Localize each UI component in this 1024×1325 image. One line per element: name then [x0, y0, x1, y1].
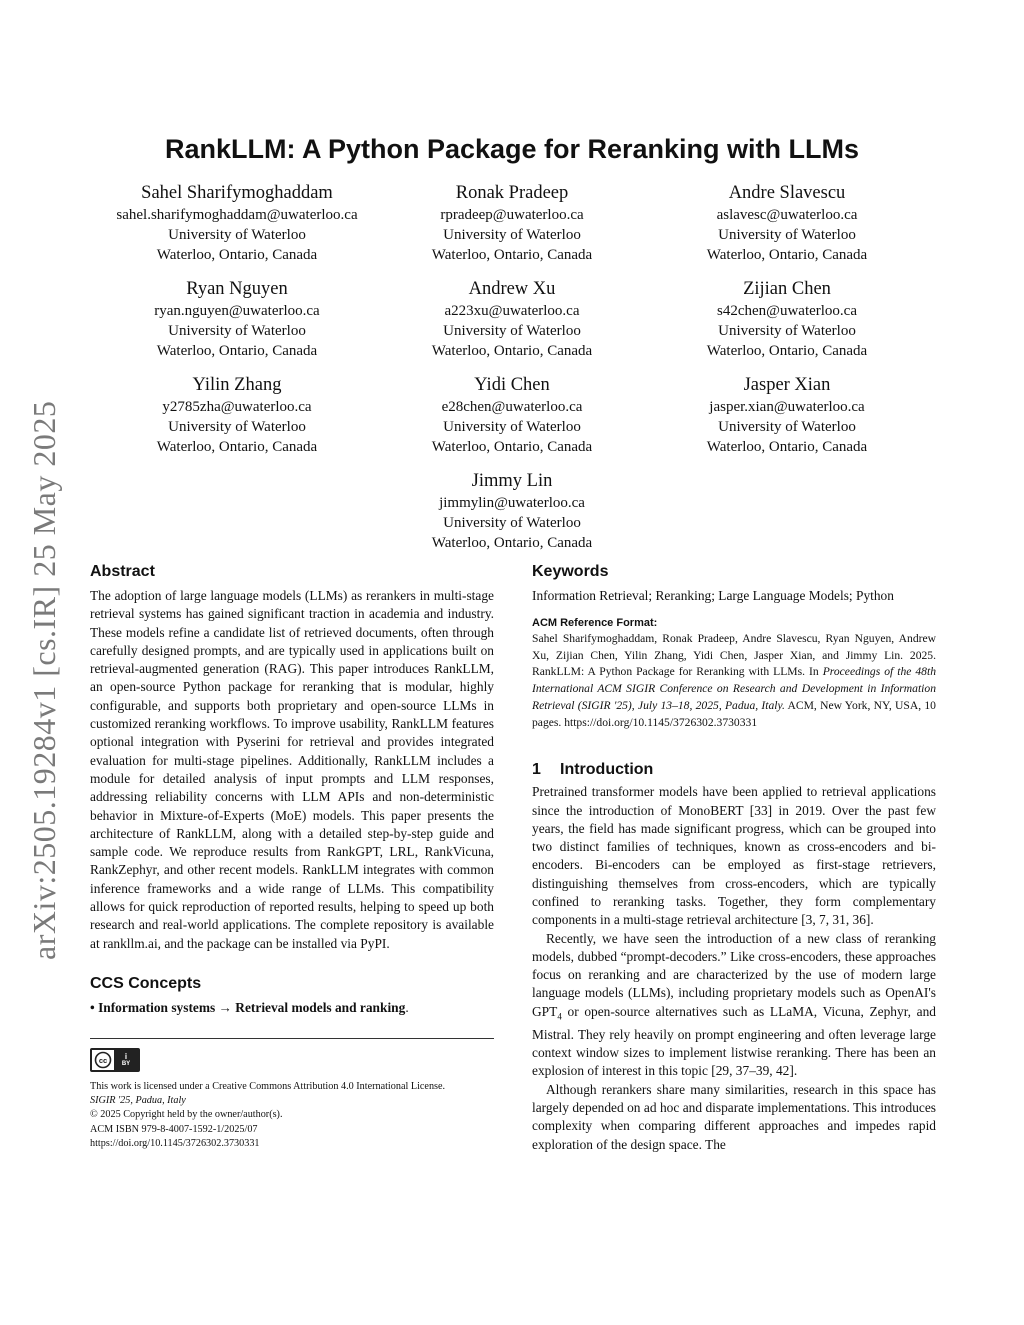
author-card	[650, 374, 924, 470]
license-statement: This work is licensed under a Creative Commons Attribution 4.0 International License.	[90, 1080, 446, 1092]
license-isbn: ACM ISBN 979-8-4007-1592-1/2025/07	[90, 1123, 258, 1135]
ccs-item-text: Information systems → Retrieval models and ranking	[98, 999, 406, 1015]
author-location: Waterloo, Ontario, Canada	[431, 343, 593, 359]
ccs-concepts-section	[90, 975, 494, 1017]
author-affiliation: University of Waterloo	[168, 419, 306, 435]
author-row	[100, 374, 924, 470]
author-location: Waterloo, Ontario, Canada	[706, 247, 868, 263]
acm-reference-heading: ACM Reference Format:	[532, 617, 658, 629]
author-name: Jimmy Lin	[471, 471, 553, 491]
author-card	[375, 278, 649, 374]
author-email[interactable]: jimmylin@uwaterloo.ca	[439, 495, 585, 511]
author-row	[100, 182, 924, 278]
author-email[interactable]: a223xu@uwaterloo.ca	[444, 303, 580, 319]
abstract-heading: Abstract	[90, 563, 155, 580]
author-name: Andrew Xu	[468, 279, 556, 299]
paper-title: RankLLM: A Python Package for Reranking with LLMs	[164, 134, 860, 164]
author-email[interactable]: aslavesc@uwaterloo.ca	[716, 207, 858, 223]
author-row	[100, 470, 924, 566]
author-name: Zijian Chen	[743, 279, 831, 299]
author-affiliation: University of Waterloo	[443, 419, 581, 435]
author-block	[100, 182, 924, 566]
license-venue	[90, 1094, 494, 1108]
author-card	[650, 182, 924, 278]
attribution-icon	[114, 1050, 138, 1070]
license-block	[90, 1038, 494, 1151]
author-location: Waterloo, Ontario, Canada	[431, 535, 593, 551]
author-affiliation: University of Waterloo	[168, 227, 306, 243]
author-name: Jasper Xian	[743, 375, 831, 395]
author-card	[375, 182, 649, 278]
author-name: Yidi Chen	[474, 375, 550, 395]
author-card	[375, 470, 649, 566]
ccs-bullet: •	[90, 999, 95, 1015]
author-location: Waterloo, Ontario, Canada	[431, 439, 593, 455]
introduction-heading	[532, 761, 936, 779]
ccs-item-period: .	[405, 999, 409, 1015]
section-number: 1	[532, 761, 541, 779]
author-name: Andre Slavescu	[728, 183, 846, 203]
keywords-text: Information Retrieval; Reranking; Large Language Models; Python	[532, 588, 894, 603]
author-email[interactable]: e28chen@uwaterloo.ca	[441, 399, 583, 415]
author-location: Waterloo, Ontario, Canada	[706, 343, 868, 359]
author-affiliation: University of Waterloo	[168, 323, 306, 339]
author-affiliation: University of Waterloo	[718, 227, 856, 243]
author-email[interactable]: rpradeep@uwaterloo.ca	[440, 207, 584, 223]
attribution-symbol: i	[124, 1052, 128, 1062]
author-location: Waterloo, Ontario, Canada	[156, 247, 318, 263]
keywords-heading: Keywords	[532, 563, 609, 580]
left-column	[90, 563, 494, 1151]
license-copyright: © 2025 Copyright held by the owner/author(s).	[90, 1109, 283, 1121]
author-affiliation: University of Waterloo	[443, 323, 581, 339]
license-doi[interactable]: https://doi.org/10.1145/3726302.3730331	[90, 1137, 260, 1149]
introduction-paragraph: Although rerankers share many similarities, research in this space has largely depended on ad hoc and disparate implementations. This introduces complexity when comparing different approaches and impedes rapid exploration of the design space. The	[532, 1081, 936, 1152]
cc-by-license-badge[interactable]	[90, 1048, 140, 1072]
abstract-text: The adoption of large language models (LLMs) as rerankers in multi-stage retrieval systems has gained significant traction in academia and industry. These models refine a candidate list of retrieved documents, often through carefully designed prompts, and are typically used in applications built on retrieval-augmented generation (RAG). This paper introduces RankLLM, an open-source Python package for reranking that is modular, highly configurable, and supports both proprietary and open-source LLMs in customized reranking workflows. To improve usability, RankLLM features optional integration with Pyserini for retrieval and provides integrated evaluation for multi-stage pipelines. Additionally, RankLLM includes a module for detailed analysis of input prompts and LLM responses, addressing reliability concerns with LLM APIs and non-deterministic behavior in Mixture-of-Experts (MoE) models. This paper presents the architecture of RankLLM, along with a detailed step-by-step guide and sample code. We reproduce results from RankGPT, LRL, RankVicuna, RankZephyr, and other recent models. RankLLM integrates with common inference frameworks and a wide range of LLMs. This compatibility allows for quick reproduction of reported results, helping to speed up both research and real-world applications. The complete repository is available at rankllm.ai, and the package can be installed via PyPI.	[90, 588, 494, 951]
author-location: Waterloo, Ontario, Canada	[156, 343, 318, 359]
author-row	[100, 278, 924, 374]
section-title: Introduction	[560, 761, 654, 779]
gpt-subscript: 4	[557, 1011, 562, 1022]
author-location: Waterloo, Ontario, Canada	[431, 247, 593, 263]
author-affiliation: University of Waterloo	[718, 323, 856, 339]
author-card	[100, 182, 374, 278]
introduction-paragraph: Pretrained transformer models have been applied to retrieval applications since the introduction of MonoBERT [33] in 2019. Over the past few years, the field has made significant progress, which can be grouped into two distinct families of techniques, known as cross-encoders and bi-encoders. Bi-encoders can be employed as first-stage retrievers, distinguishing themselves from cross-encoders, which are typically confined to reranking tasks. Together, they form complementary components in a multi-stage retrieval architecture [3, 7, 31, 36].	[532, 784, 936, 928]
author-name: Ronak Pradeep	[455, 183, 569, 203]
ccs-heading: CCS Concepts	[90, 974, 202, 992]
creative-commons-icon	[92, 1050, 114, 1070]
author-affiliation: University of Waterloo	[718, 419, 856, 435]
ccs-item	[90, 999, 494, 1017]
introduction-paragraph	[532, 930, 936, 1081]
author-email[interactable]: s42chen@uwaterloo.ca	[716, 303, 857, 319]
arxiv-identifier-stamp: arXiv:2505.19284v1 [cs.IR] 25 May 2025	[26, 400, 62, 960]
author-name: Ryan Nguyen	[186, 279, 288, 299]
author-name: Yilin Zhang	[192, 375, 282, 395]
attribution-label: BY	[121, 1061, 131, 1068]
author-name: Sahel Sharifymoghaddam	[141, 183, 333, 203]
acm-reference-end: ACM, New York, NY, USA, 10 pages. https://doi.org/10.1145/3726302.3730331	[532, 698, 936, 729]
author-email[interactable]: ryan.nguyen@uwaterloo.ca	[154, 303, 320, 319]
acm-reference-proceedings: Proceedings of the 48th International ACM SIGIR Conference on Research and Development in Information Retrieval (SIGIR '25), July 13–18, 2025, Padua, Italy.	[532, 665, 936, 712]
paragraph-text: Recently, we have seen the introduction of a new class of reranking models, dubbed “prompt-decoders.” Like cross-encoders, these approaches focus on reranking and are characterized by the use of modern large language models (LLMs), including proprietary models such as OpenAI's GPT	[532, 930, 936, 1019]
right-column	[532, 563, 936, 1154]
acm-reference-text	[532, 631, 936, 731]
paragraph-text: or open-source alternatives such as LLaMA, Vicuna, Zephyr, and Mistral. They rely heavily on prompt engineering and often leverage large context window sizes to implement listwise reranking. There has been an explosion of interest in this topic [29, 37–39, 42].	[532, 1003, 936, 1079]
author-affiliation: University of Waterloo	[443, 515, 581, 531]
author-card	[100, 374, 374, 470]
author-affiliation: University of Waterloo	[443, 227, 581, 243]
acm-reference-plain: Sahel Sharifymoghaddam, Ronak Pradeep, Andre Slavescu, Ryan Nguyen, Andrew Xu, Zijian Chen, Yilin Zhang, Yidi Chen, Jasper Xian, and Jimmy Lin. 2025. RankLLM: A Python Package for Reranking with LLMs. In	[532, 632, 936, 679]
author-card	[650, 278, 924, 374]
author-location: Waterloo, Ontario, Canada	[156, 439, 318, 455]
author-email[interactable]: sahel.sharifymoghaddam@uwaterloo.ca	[116, 207, 358, 223]
author-location: Waterloo, Ontario, Canada	[706, 439, 868, 455]
author-email[interactable]: y2785zha@uwaterloo.ca	[162, 399, 312, 415]
author-card	[100, 278, 374, 374]
venue-text: SIGIR '25, Padua, Italy	[90, 1095, 186, 1107]
author-email[interactable]: jasper.xian@uwaterloo.ca	[709, 399, 865, 415]
author-card	[375, 374, 649, 470]
cc-icon-label: cc	[98, 1055, 108, 1065]
